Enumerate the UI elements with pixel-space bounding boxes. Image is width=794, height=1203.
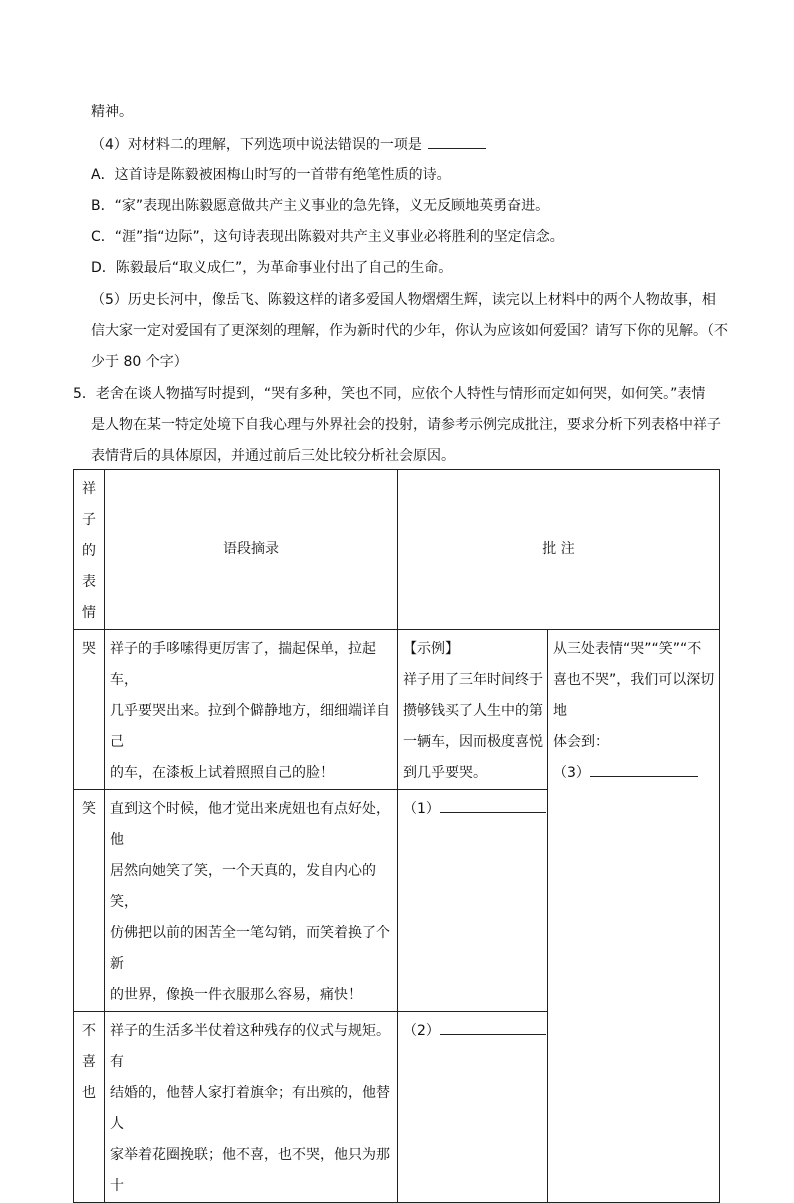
q4-stem: （4）对材料二的理解，下列选项中说法错误的一项是 bbox=[91, 134, 486, 155]
annotation-example: 【示例】 祥子用了三年时间终于 攒够钱买了人生中的第 一辆车，因而极度喜悦 到几乎要哭。 bbox=[398, 630, 548, 790]
excerpt-neither: 祥子的生活多半仗着这种残存的仪式与规矩。有 结婚的，他替人家打着旗伞；有出殡的，他替人 家举着花圈挽联；他不喜，也不哭，他只为那十 bbox=[105, 1012, 398, 1203]
header-expression: 祥 子 的 表 情 bbox=[74, 470, 105, 630]
q5-line: 5．老舍在谈人物描写时提到，“哭有多种，笑也不同，应依个人特性与情形而定如何哭，如何笑。”表情 bbox=[73, 386, 706, 402]
answer-line-3[interactable] bbox=[590, 762, 698, 777]
q5-line: 表情背后的具体原因，并通过前后三处比较分析社会原因。 bbox=[91, 448, 455, 464]
q5-sub-line: 信大家一定对爱国有了更深刻的理解，作为新时代的少年，你认为应该如何爱国？请写下你的见解。（不 bbox=[91, 323, 728, 339]
header-annotation: 批 注 bbox=[398, 470, 720, 630]
q4-option-a: A．这首诗是陈毅被困梅山时写的一首带有绝笔性质的诗。 bbox=[91, 167, 451, 183]
q5-sub-line: （5）历史长河中，像岳飞、陈毅这样的诸多爱国人物熠熠生辉，读完以上材料中的两个人物故事，相 bbox=[91, 292, 716, 308]
annotation-2: （2） bbox=[398, 1012, 548, 1203]
emotion-cry: 哭 bbox=[74, 630, 105, 790]
excerpt-laugh: 直到这个时候，他才觉出来虎妞也有点好处，他 居然向她笑了笑，一个天真的，发自内心的笑， 仿佛把以前的困苦全一笔勾销，而笑着换了个新 的世界，像换一件衣服那么容易，痛快！ bbox=[105, 790, 398, 1012]
emotion-neither: 不 喜 也 bbox=[74, 1012, 105, 1203]
q5-sub-line: 少于 80 个字） bbox=[91, 354, 188, 370]
summary-cell: 从三处表情“哭”“笑”“不 喜也不哭”，我们可以深切地 体会到： （3） bbox=[548, 630, 720, 1203]
answer-line-2[interactable] bbox=[440, 1020, 546, 1035]
annotation-1: （1） bbox=[398, 790, 548, 1012]
q4-option-d: D．陈毅最后“取义成仁”，为革命事业付出了自己的生命。 bbox=[91, 260, 453, 276]
annotation-table bbox=[73, 469, 720, 1203]
q4-option-b: B．“家”表现出陈毅愿意做共产主义事业的急先锋，义无反顾地英勇奋进。 bbox=[91, 198, 550, 214]
emotion-laugh: 笑 bbox=[74, 790, 105, 1012]
top-fragment: 精神。 bbox=[91, 104, 133, 120]
answer-line-1[interactable] bbox=[440, 798, 546, 813]
header-excerpt: 语段摘录 bbox=[105, 470, 398, 630]
excerpt-cry: 祥子的手哆嗦得更厉害了，揣起保单，拉起车， 几乎要哭出来。拉到个僻静地方，细细端详自己 的车，在漆板上试着照照自己的脸！ bbox=[105, 630, 398, 790]
q4-option-c: C．“涯”指“边际”，这句诗表现出陈毅对共产主义事业必将胜利的坚定信念。 bbox=[91, 229, 564, 245]
q5-line: 是人物在某一特定处境下自我心理与外界社会的投射，请参考示例完成批注，要求分析下列表格中祥子 bbox=[91, 417, 721, 433]
answer-blank[interactable] bbox=[428, 134, 486, 149]
